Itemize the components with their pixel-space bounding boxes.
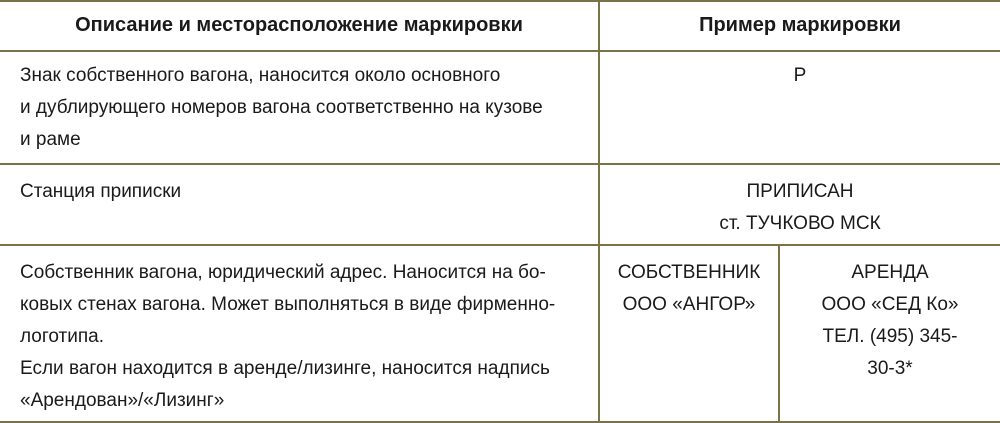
text-line: логотипа. (20, 326, 104, 347)
text-line: Р (793, 65, 807, 86)
text-line: ООО «СЕД Ко» (821, 294, 959, 315)
text-line: Если вагон находится в аренде/лизинге, наносится надпись (20, 358, 550, 379)
text-line: ПРИПИСАН (746, 181, 854, 202)
header-example: Пример маркировки (699, 14, 901, 36)
header-description: Описание и месторасположение маркировки (75, 14, 523, 36)
header-bottom-border (0, 50, 1000, 52)
text-line: ковых стенах вагона. Может выполняться в виде фирменно- (20, 294, 556, 315)
row-owner-example-lease (780, 257, 1000, 385)
text-line: АРЕНДА (851, 262, 929, 283)
row-station-description (20, 176, 590, 208)
text-line: 30-3* (867, 358, 913, 379)
text-line: ст. ТУЧКОВО МСК (719, 213, 881, 234)
row-own-wagon-description (20, 60, 590, 156)
row1-bottom-border (0, 163, 1000, 165)
text-line: и раме (20, 129, 81, 150)
text-line: «Арендован»/«Лизинг» (20, 390, 225, 411)
row-owner-example-owner (600, 257, 778, 321)
text-line: ООО «АНГОР» (622, 294, 756, 315)
table-top-border (0, 0, 1000, 2)
row2-bottom-border (0, 244, 1000, 246)
text-line: Собственник вагона, юридический адрес. Наносится на бо- (20, 262, 546, 283)
text-line: СОБСТВЕННИК (617, 262, 761, 283)
text-line: ТЕЛ. (495) 345- (822, 326, 958, 347)
text-line: Знак собственного вагона, наносится около основного (20, 65, 501, 86)
row-owner-description (20, 257, 590, 417)
row-own-wagon-example (600, 60, 1000, 92)
text-line: Станция приписки (20, 181, 182, 202)
text-line: и дублирующего номеров вагона соответственно на кузове (20, 97, 543, 118)
row-station-example (600, 176, 1000, 240)
